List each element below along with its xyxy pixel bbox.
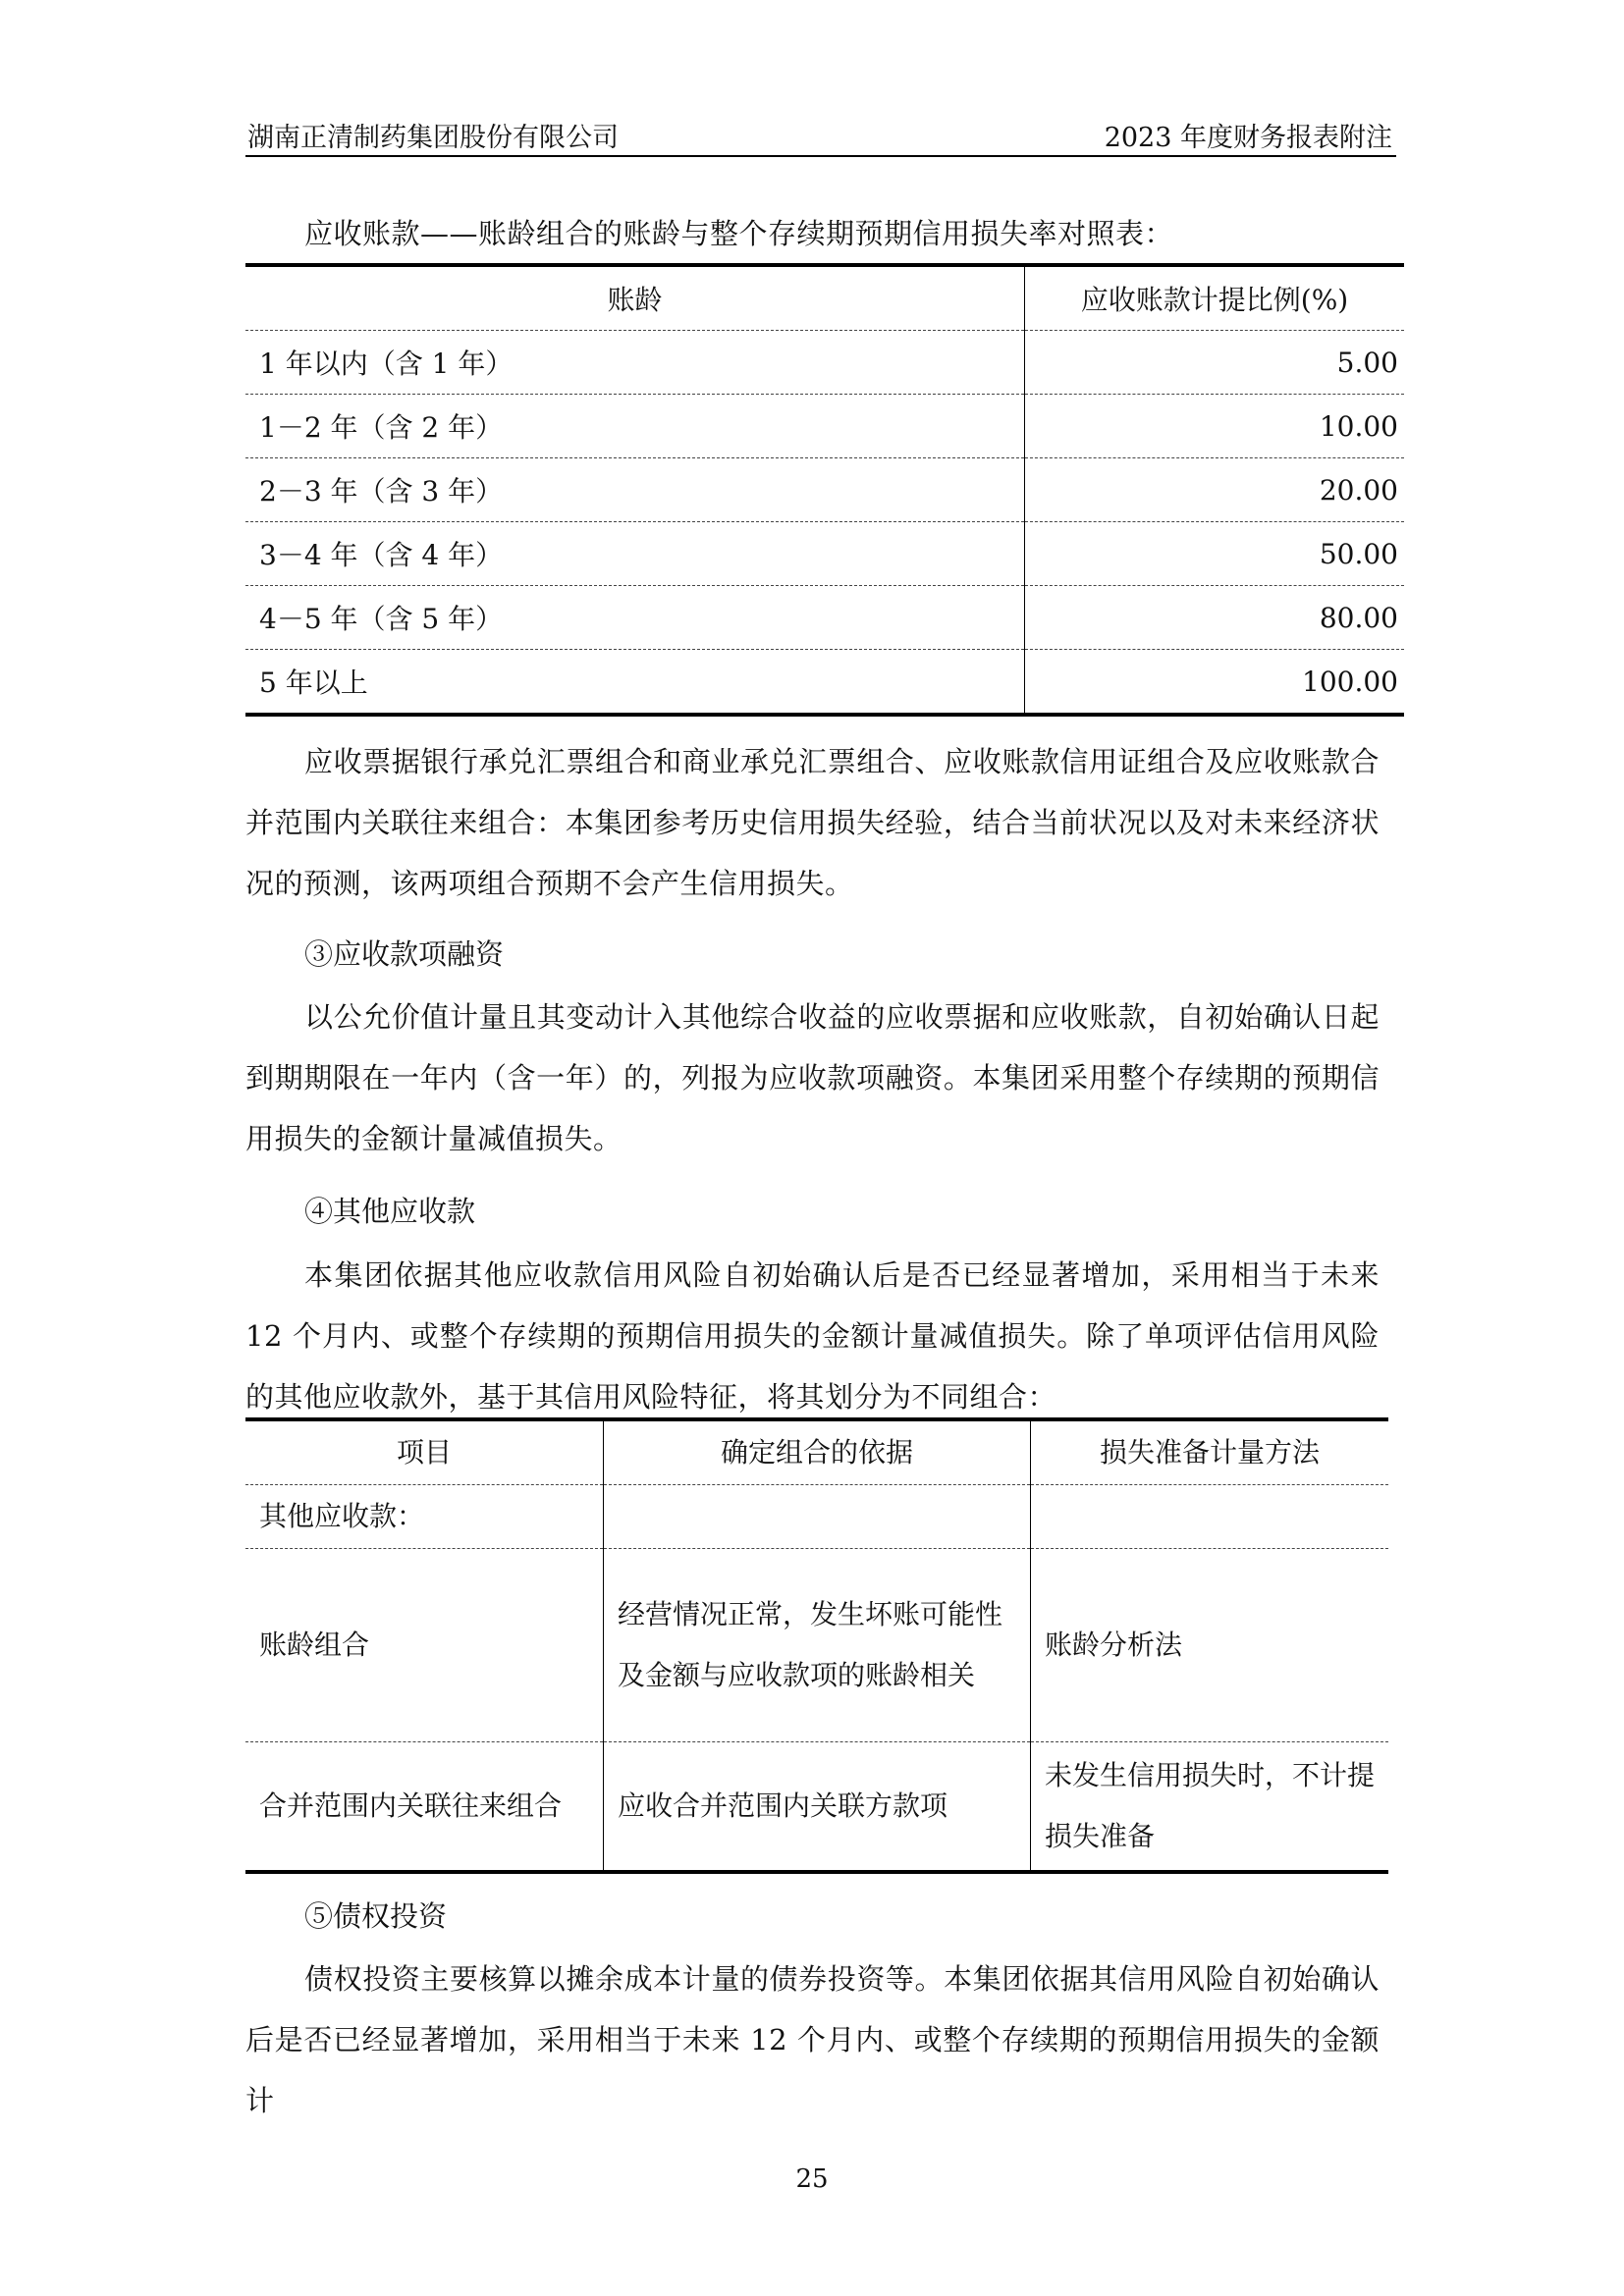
aging-cell: 4－5 年（含 5 年）	[245, 586, 1025, 650]
table-row	[245, 331, 1404, 395]
rate-cell: 80.00	[1025, 586, 1405, 650]
rate-cell: 100.00	[1302, 665, 1398, 698]
rate-cell: 5.00	[1025, 331, 1405, 395]
method-cell: 未发生信用损失时，不计提损失准备	[1045, 1759, 1376, 1852]
empty-cell	[1031, 1485, 1389, 1549]
other-receivables-group-table	[245, 1417, 1388, 1874]
rate-cell: 20.00	[1025, 458, 1405, 522]
table-row	[245, 458, 1404, 522]
paragraph-bill-groups: 应收票据银行承兑汇票组合和商业承兑汇票组合、应收账款信用证组合及应收账款合并范围内关联往来组合：本集团参考历史信用损失经验，结合当前状况以及对未来经济状况的预测，该两项组合预期不会产生信用损失。	[245, 745, 1380, 900]
item-cell: 合并范围内关联往来组合	[245, 1742, 604, 1873]
basis-cell: 经营情况正常，发生坏账可能性及金额与应收款项的账龄相关	[604, 1549, 1031, 1742]
empty-cell	[604, 1485, 1031, 1549]
column-header-method: 损失准备计量方法	[1031, 1419, 1389, 1485]
method-cell: 账龄分析法	[1031, 1549, 1389, 1742]
header-rule	[245, 155, 1396, 157]
aging-cell: 1 年以内（含 1 年）	[245, 331, 1025, 395]
header-report-title: 2023 年度财务报表附注	[1104, 123, 1392, 153]
aging-rate-table	[245, 263, 1404, 717]
aging-cell: 3－4 年（含 4 年）	[245, 522, 1025, 586]
section-heading-other-receivables: ④其他应收款	[304, 1195, 476, 1228]
section-heading-debt-investment: ⑤债权投资	[304, 1899, 448, 1933]
aging-cell: 1－2 年（含 2 年）	[245, 395, 1025, 458]
header-company: 湖南正清制药集团股份有限公司	[247, 123, 619, 153]
column-header-item: 项目	[245, 1419, 604, 1485]
table-row	[245, 650, 1404, 716]
group-label-cell: 其他应收款：	[245, 1485, 604, 1549]
basis-cell: 应收合并范围内关联方款项	[604, 1742, 1031, 1873]
item-cell: 账龄组合	[245, 1549, 604, 1742]
aging-cell: 2－3 年（含 3 年）	[245, 458, 1025, 522]
table-row	[245, 522, 1404, 586]
column-header-aging: 账龄	[245, 265, 1025, 331]
column-header-rate: 应收账款计提比例(%)	[1025, 265, 1405, 331]
column-header-basis: 确定组合的依据	[604, 1419, 1031, 1485]
page-number: 25	[795, 2164, 829, 2194]
paragraph-debt-investment: 债权投资主要核算以摊余成本计量的债券投资等。本集团依据其信用风险自初始确认后是否已经显著增加，采用相当于未来 12 个月内、或整个存续期的预期信用损失的金额计	[245, 1962, 1380, 2117]
rate-cell: 10.00	[1025, 395, 1405, 458]
paragraph-receivables-financing: 以公允价值计量且其变动计入其他综合收益的应收票据和应收账款，自初始确认日起到期期限在一年内（含一年）的，列报为应收款项融资。本集团采用整个存续期的预期信用损失的金额计量减值损失。	[245, 1000, 1380, 1155]
table1-caption: 应收账款——账龄组合的账龄与整个存续期预期信用损失率对照表：	[304, 217, 1174, 250]
rate-cell: 50.00	[1025, 522, 1405, 586]
section-heading-receivables-financing: ③应收款项融资	[304, 937, 505, 971]
table-header-row	[245, 1419, 1388, 1485]
paragraph-other-receivables: 本集团依据其他应收款信用风险自初始确认后是否已经显著增加，采用相当于未来 12 个月内、或整个存续期的预期信用损失的金额计量减值损失。除了单项评估信用风险的其他应收款外，基于其信用风险特征，将其划分为不同组合：	[245, 1258, 1380, 1414]
table-row	[245, 1485, 1388, 1549]
aging-cell: 5 年以上	[245, 650, 1025, 716]
table-row	[245, 395, 1404, 458]
table-row	[245, 1742, 1388, 1873]
table-row	[245, 586, 1404, 650]
table-header-row	[245, 265, 1404, 331]
table-row	[245, 1549, 1388, 1742]
